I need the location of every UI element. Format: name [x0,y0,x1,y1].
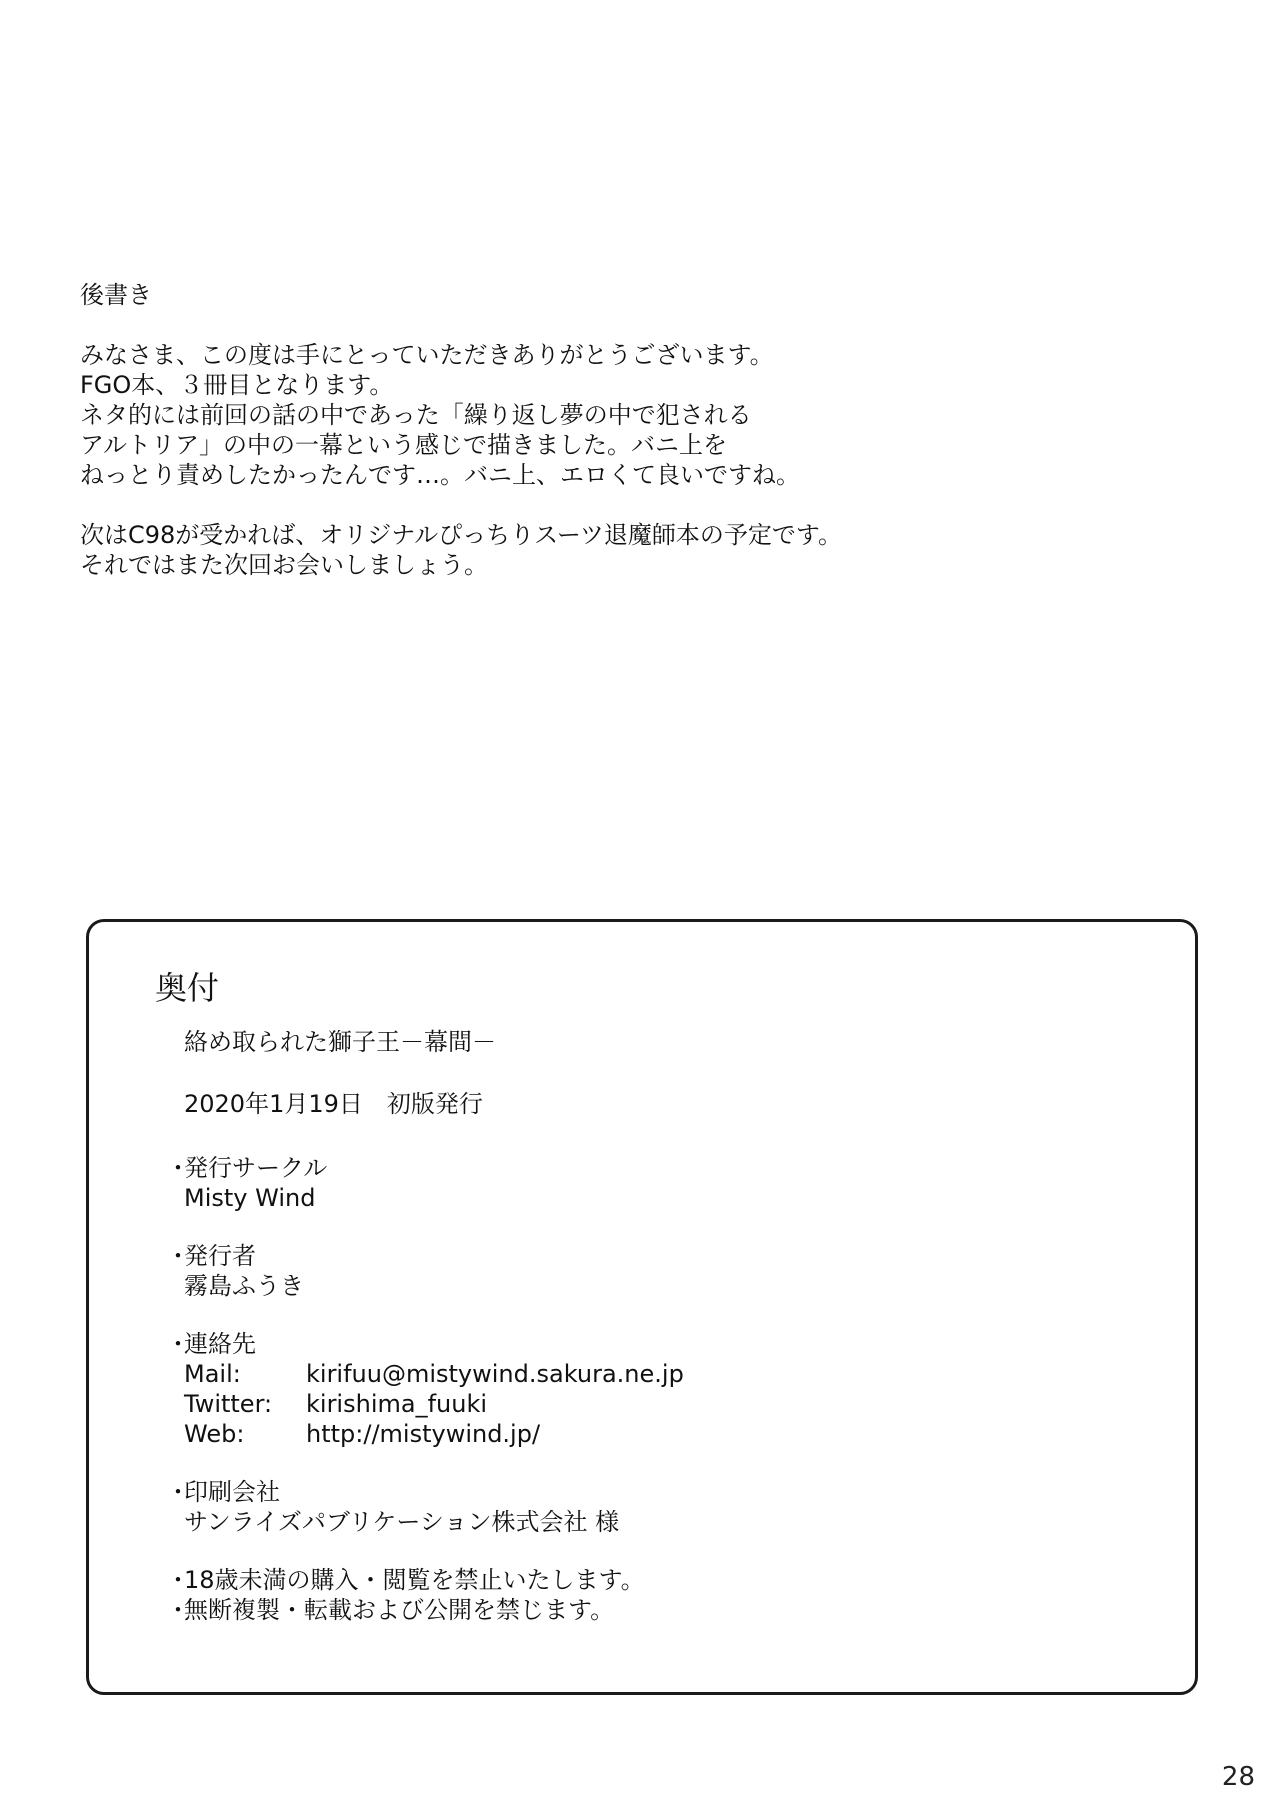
mail-value: kirifuu@mistywind.sakura.ne.jp [306,1360,684,1388]
circle-label: ・ 発行サークル [184,1153,1146,1183]
notice-copy: ・ 無断複製・転載および公開を禁じます。 [184,1595,1146,1625]
afterword-line: みなさま、この度は手にとっていただきありがとうございます。 [80,341,774,369]
contact-section [166,1329,1146,1449]
contact-table [184,1359,1146,1449]
colophon-box [86,919,1198,1695]
afterword-line: ねっとり責めしたかったんです…。バニ上、エロくて良いですね。 [80,461,800,489]
afterword-line: 次はC98が受かれば、オリジナルぴっちりスーツ退魔師本の予定です。 [80,521,843,549]
mail-label: Mail: [184,1360,241,1388]
circle-value: Misty Wind [184,1184,316,1212]
notice-age: ・ 18歳未満の購入・閲覧を禁止いたします。 [184,1565,1146,1595]
afterword-paragraph-1 [80,340,1180,490]
afterword-paragraph-2 [80,520,1180,580]
twitter-value: kirishima_fuuki [306,1390,488,1418]
printer-section [166,1477,1146,1537]
afterword-section [80,280,1180,610]
colophon-title: 奥付 [155,969,220,1007]
web-value: http://mistywind.jp/ [306,1420,541,1448]
printer-value: サンライズパブリケーション株式会社 様 [184,1508,620,1536]
publisher-value: 霧島ふうき [184,1272,304,1300]
afterword-line: アルトリア」の中の一幕という感じで描きました。バニ上を [80,431,728,459]
afterword-line: ネタ的には前回の話の中であった「繰り返し夢の中で犯される [80,401,752,429]
circle-section [166,1153,1146,1213]
colophon-body [166,1027,1146,1625]
page-number: 28 [1221,1762,1255,1792]
publisher-section [166,1241,1146,1301]
book-title: 絡め取られた獅子王－幕間－ [184,1028,496,1056]
afterword-line: FGO本、３冊目となります。 [80,371,394,399]
publisher-label: ・ 発行者 [184,1241,1146,1271]
publication-date: 2020年1月19日 初版発行 [184,1090,483,1118]
twitter-label: Twitter: [184,1390,273,1418]
web-label: Web: [184,1420,245,1448]
afterword-heading: 後書き [80,281,152,309]
contact-label: ・ 連絡先 [184,1329,1146,1359]
notices-section [166,1565,1146,1625]
printer-label: ・ 印刷会社 [184,1477,1146,1507]
afterword-line: それではまた次回お会いしましょう。 [80,551,488,579]
